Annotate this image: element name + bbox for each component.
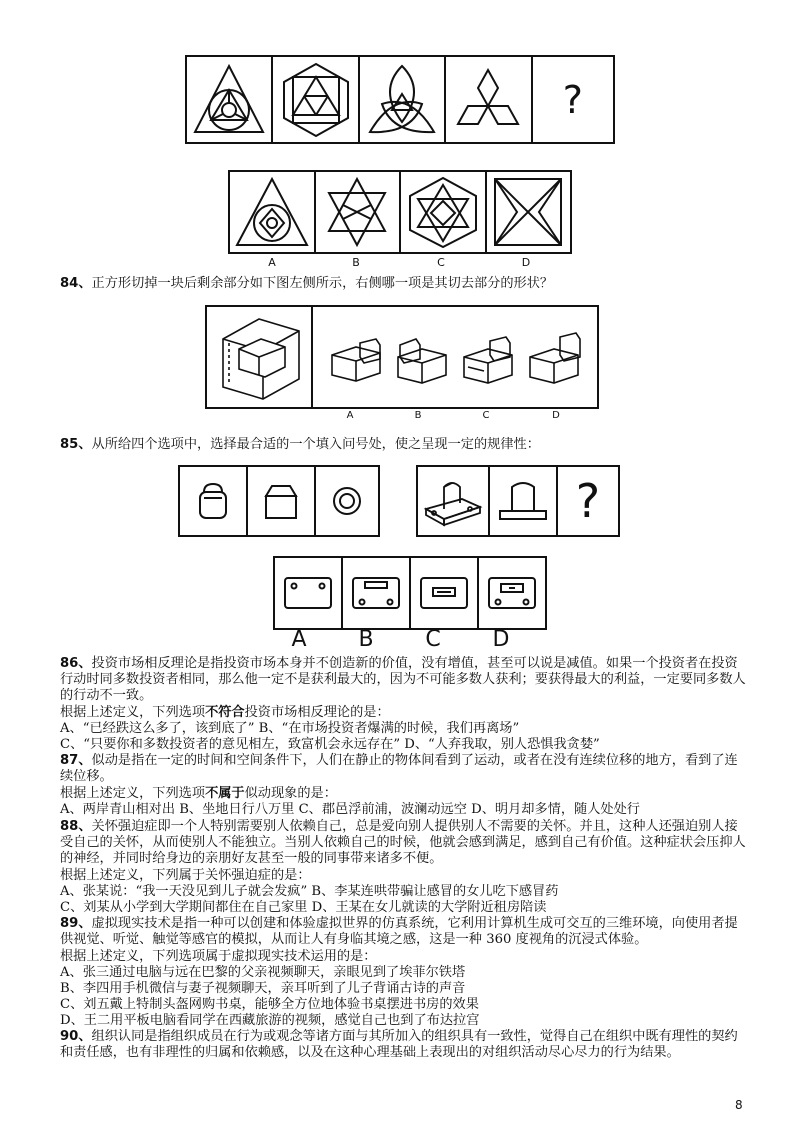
q85-option-c[interactable]: [411, 558, 479, 628]
q87-prompt-emphasis: 不属于: [205, 786, 245, 801]
q85-label-d: D: [492, 627, 510, 652]
q89-option-c[interactable]: C、刘五戴上特制头盔网购书桌，能够全方位地体验书桌摆进书房的效果: [60, 997, 479, 1012]
q83-figure-4: [446, 57, 532, 142]
q90-stem: [60, 1029, 750, 1061]
q86-options-ab[interactable]: A、“已经跌这么多了，该到底了” B、“在市场投资者爆满的时候，我们再离场”: [60, 721, 520, 736]
q87-number: 87、: [60, 753, 92, 768]
q88-options-ab[interactable]: A、张某说：“我一天没见到儿子就会发疯” B、李某连哄带骗让感冒的女儿吃下感冒药: [60, 884, 559, 899]
question-mark: ?: [575, 474, 601, 528]
q89-prompt: 根据上述定义，下列选项属于虚拟现实技术运用的是：: [60, 949, 377, 964]
q84-option-c[interactable]: [458, 327, 518, 387]
q85-option-a[interactable]: [275, 558, 343, 628]
q86-options-cd[interactable]: C、“只要你和多数投资者的意见相左，致富机会永远存在” D、“人弃我取，别人恐惧我贪婪”: [60, 737, 600, 752]
q85-text: 从所给四个选项中，选择最合适的一个填入问号处，使之呈现一定的规律性：: [91, 437, 540, 452]
q84-figure-box: [205, 305, 599, 409]
q85-question-cell: [558, 467, 618, 535]
q84-options: [313, 307, 597, 407]
q85-cylinder-figure: [180, 467, 248, 535]
q83-option-d[interactable]: [487, 172, 571, 252]
q87-prompt-pre: 根据上述定义，下列选项: [60, 786, 206, 801]
q89-number: 89、: [60, 916, 92, 931]
q83-figure-3: [360, 57, 446, 142]
q86-stem: [60, 656, 750, 705]
q85-front-view-figure: [490, 467, 558, 535]
q90-text: 组织认同是指组织成员在行为或观念等诸方面与其所加入的组织具有一致性，觉得自己在组织中既有理性的契约和责任感，也有非理性的归属和依赖感，以及在这种心理基础上表现出的对组织活动尽心尽力的行为结果。: [60, 1029, 738, 1061]
q84-label-b: B: [414, 410, 422, 421]
q85-option-d[interactable]: [479, 558, 545, 628]
q88-prompt: 根据上述定义，下列属于关怀强迫症的是：: [60, 868, 311, 883]
q89-option-a[interactable]: A、张三通过电脑与远在巴黎的父亲视频聊天，亲眼见到了埃菲尔铁塔: [60, 965, 466, 980]
q84-label-c: C: [482, 410, 490, 421]
q83-options-strip: [228, 170, 572, 254]
q85-number: 85、: [60, 437, 92, 452]
q83-figure-2: [273, 57, 359, 142]
q88-options-cd[interactable]: C、刘某从小学到大学期间都住在自己家里 D、王某在女儿就读的大学附近租房陪读: [60, 900, 547, 915]
q87-options[interactable]: A、两岸青山相对出 B、坐地日行八万里 C、郡邑浮前浦，波澜动远空 D、明月却多情，随人处处行: [60, 802, 640, 817]
q85-set-2: [416, 465, 620, 537]
q89-text: 虚拟现实技术是指一种可以创建和体验虚拟世界的仿真系统，它利用计算机生成可交互的三维环境，向使用者提供视觉、听觉、触觉等感官的模拟，从而让人有身临其境之感，这是一种 360 度视角的沉浸式体验。: [60, 916, 738, 948]
q83-sequence-strip: [185, 55, 615, 144]
q85-bracket-figure: [418, 467, 490, 535]
q85-house-figure: [248, 467, 316, 535]
q85-label-a: A: [291, 627, 307, 652]
q87-prompt: [60, 786, 337, 802]
q83-option-b[interactable]: [316, 172, 402, 252]
q86-text: 投资市场相反理论是指投资市场本身并不创造新的价值，没有增值，甚至可以说是减值。如果一个投资者在投资行动时同多数投资者相同，那么他一定不是获利最大的，因为不可能多数人获利；要获得最大的利益，一定要同多数人的行动不一致。: [60, 656, 746, 704]
q84-label-d: D: [552, 410, 560, 421]
q86-number: 86、: [60, 656, 92, 671]
q83-question-cell: [533, 57, 613, 142]
q85-stem: [60, 437, 540, 453]
q84-option-d[interactable]: [524, 327, 584, 387]
q83-option-c[interactable]: [401, 172, 487, 252]
q87-text: 似动是指在一定的时间和空间条件下，人们在静止的物体间看到了运动，或者在没有连续位移的地方，看到了连续位移。: [60, 753, 738, 785]
q88-text: 关怀强迫症即一个人特别需要别人依赖自己，总是爱向别人提供别人不需要的关怀。并且，这种人还强迫别人接受自己的关怀，从而使别人不能独立。当别人依赖自己的时候，他就会感到满足，感到自己有价值。这种症状会压抑人的神经，并同时给身边的亲朋好友甚至一般的同事带来诸多不便。: [60, 819, 746, 867]
q85-set-1: [178, 465, 380, 537]
page-number: 8: [735, 1098, 743, 1112]
q83-label-c: C: [437, 256, 445, 269]
q88-stem: [60, 819, 750, 868]
q86-prompt: [60, 705, 390, 721]
q85-ring-figure: [316, 467, 378, 535]
q88-number: 88、: [60, 819, 92, 834]
q87-prompt-post: 似动现象的是：: [244, 786, 337, 801]
q84-option-a[interactable]: [326, 327, 386, 387]
q87-stem: [60, 753, 750, 785]
q83-option-a[interactable]: [230, 172, 316, 252]
q84-text: 正方形切掉一块后剩余部分如下图左侧所示，右侧哪一项是其切去部分的形状？: [91, 276, 554, 291]
q84-label-a: A: [346, 410, 354, 421]
q84-remaining-shape: [207, 307, 313, 407]
q90-number: 90、: [60, 1029, 92, 1044]
q89-option-b[interactable]: B、李四用手机微信与妻子视频聊天，亲耳听到了儿子背诵古诗的声音: [60, 981, 466, 996]
q89-stem: [60, 916, 750, 948]
question-mark: ?: [562, 77, 583, 122]
q83-label-b: B: [352, 256, 360, 269]
q83-figure-1: [187, 57, 273, 142]
q85-option-b[interactable]: [343, 558, 411, 628]
q84-number: 84、: [60, 276, 92, 291]
q89-option-d[interactable]: D、王二用平板电脑看同学在西藏旅游的视频，感觉自己也到了布达拉宫: [60, 1013, 480, 1028]
q85-options-strip: [273, 556, 547, 630]
q84-option-b[interactable]: [392, 327, 452, 387]
q84-stem: [60, 276, 553, 292]
q83-label-d: D: [521, 256, 531, 269]
q85-label-b: B: [358, 627, 374, 652]
q86-prompt-post: 投资市场相反理论的是：: [244, 705, 390, 720]
q85-label-c: C: [425, 627, 441, 652]
q86-prompt-pre: 根据上述定义，下列选项: [60, 705, 206, 720]
q86-prompt-emphasis: 不符合: [205, 705, 245, 720]
q83-label-a: A: [268, 256, 276, 269]
